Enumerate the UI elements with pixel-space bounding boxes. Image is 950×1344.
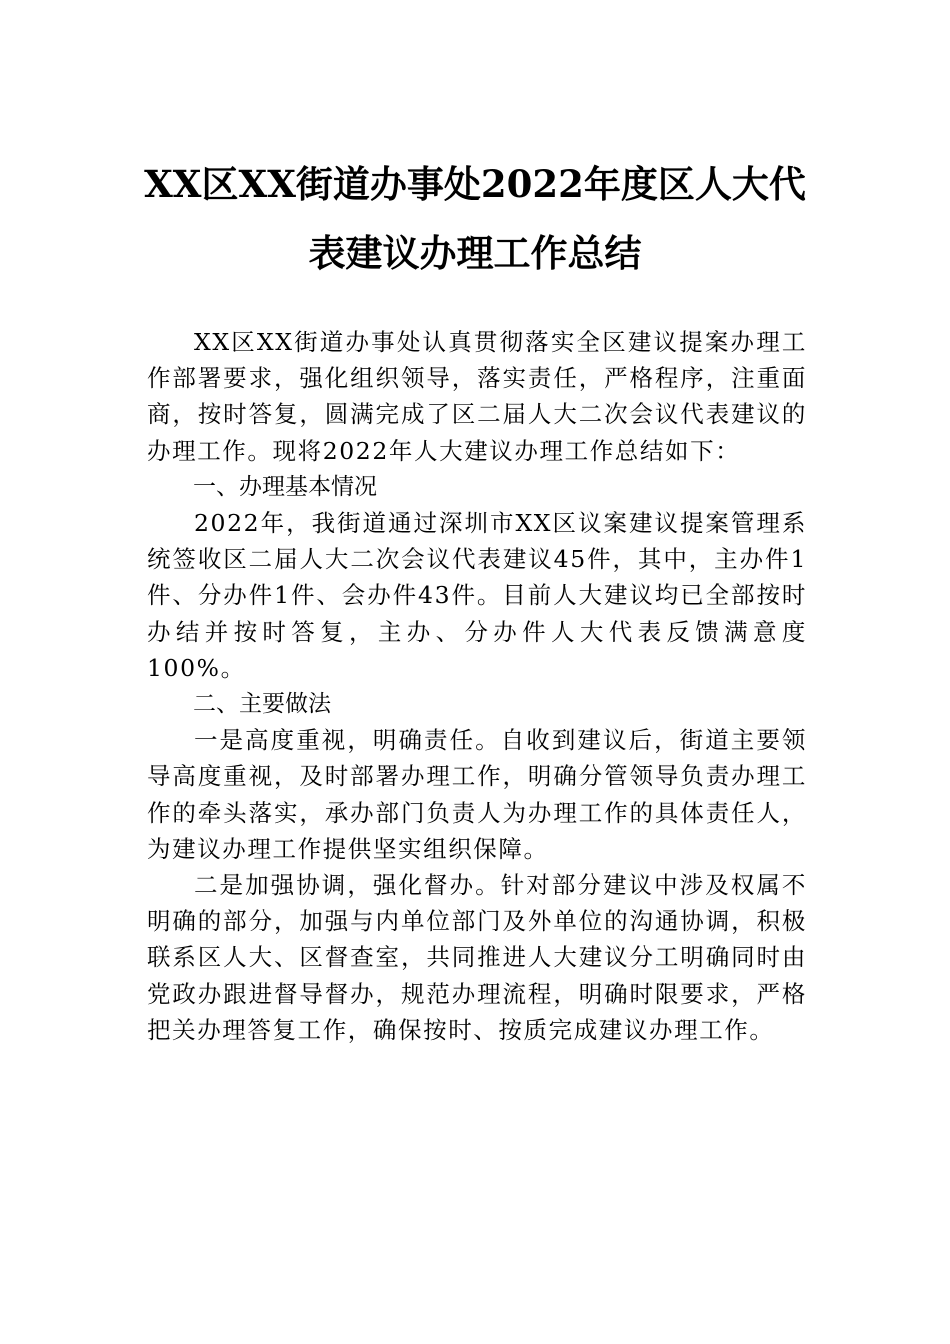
- section-1-paragraph: 2022年，我街道通过深圳市XX区议案建议提案管理系统签收区二届人大二次会议代表建议45件，其中，主办件1件、分办件1件、会办件43件。目前人大建议均已全部按时办结并按时答复，主办、分办件人大代表反馈满意度100%。: [147, 509, 807, 682]
- document-title-line-1: XX区XX街道办事处2022年度区人大代: [144, 162, 806, 206]
- section-1-heading: 一、办理基本情况: [193, 473, 377, 500]
- intro-paragraph: XX区XX街道办事处认真贯彻落实全区建议提案办理工作部署要求，强化组织领导，落实责任，严格程序，注重面商，按时答复，圆满完成了区二届人大二次会议代表建议的办理工作。现将2022年人大建议办理工作总结如下：: [147, 328, 807, 465]
- document-body: [147, 324, 807, 1048]
- section-2-paragraph-2: 二是加强协调，强化督办。针对部分建议中涉及权属不明确的部分，加强与内单位部门及外单位的沟通协调，积极联系区人大、区督查室，共同推进人大建议分工明确同时由党政办跟进督导督办，规范办理流程，明确时限要求，严格把关办理答复工作，确保按时、按质完成建议办理工作。: [147, 871, 807, 1044]
- section-2-heading: 二、主要做法: [193, 691, 331, 718]
- document-title-line-2: 表建议办理工作总结: [308, 231, 642, 275]
- section-2-paragraph-1: 一是高度重视，明确责任。自收到建议后，街道主要领导高度重视，及时部署办理工作，明确分管领导负责办理工作的牵头落实，承办部门负责人为办理工作的具体责任人，为建议办理工作提供坚实组织保障。: [147, 726, 807, 863]
